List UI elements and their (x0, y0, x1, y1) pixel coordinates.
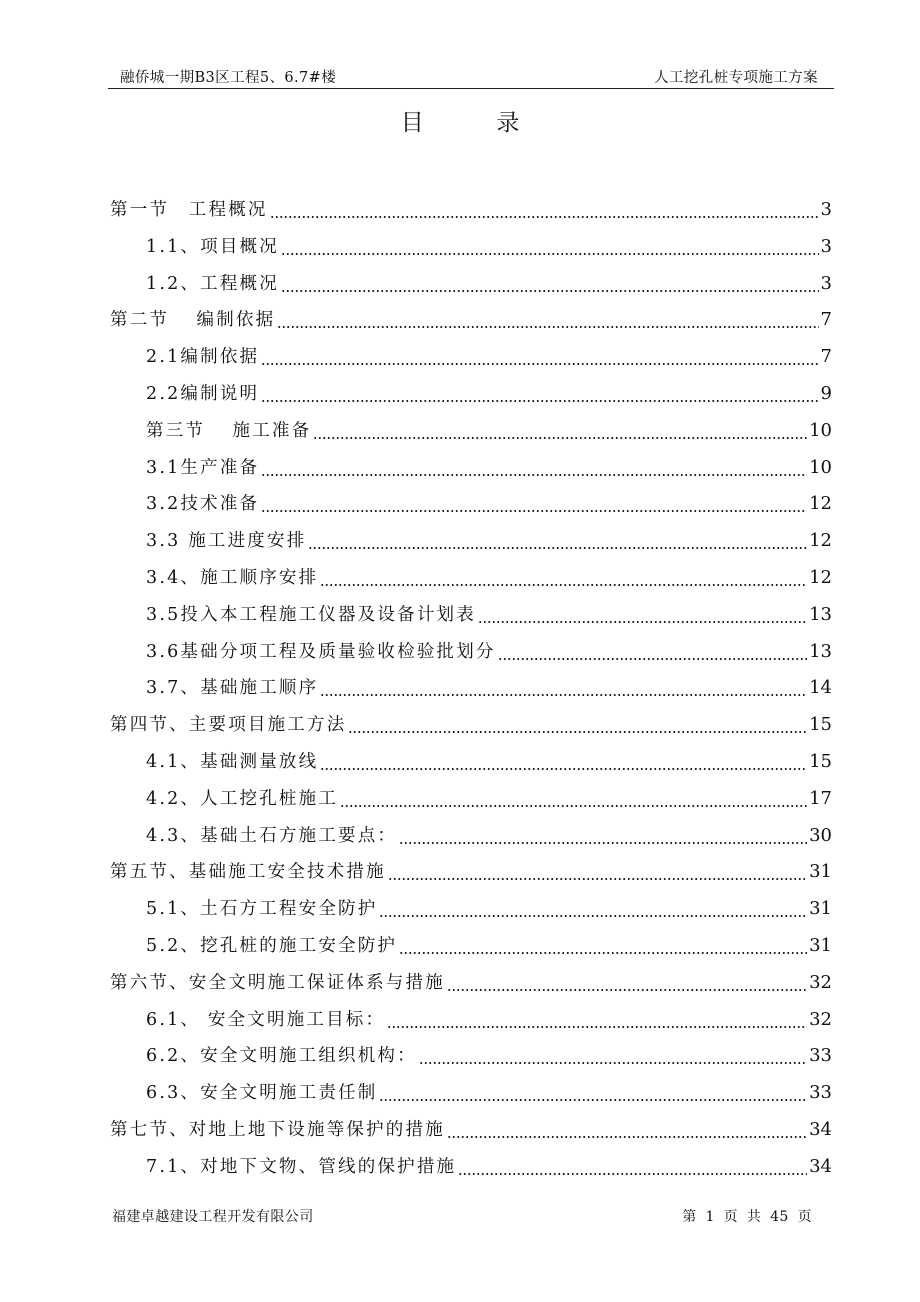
toc-entry-label: 7.1、对地下文物、管线的保护措施 (146, 1156, 457, 1177)
toc-entry[interactable] (110, 711, 832, 739)
toc-entry-label: 4.2、人工挖孔桩施工 (146, 788, 339, 809)
toc-entry-label: 3.4、施工顺序安排 (146, 568, 319, 588)
toc-entry-page-number: 3 (820, 272, 832, 294)
toc-entry[interactable] (110, 196, 832, 224)
toc-dot-leader (281, 288, 819, 294)
toc-entry-label: 第五节、基础施工安全技术措施 (110, 862, 386, 883)
toc-entry-page-number: 31 (809, 861, 832, 883)
toc-dot-leader (387, 1024, 807, 1030)
toc-title (0, 104, 920, 137)
toc-entry-label: 4.1、基础测量放线 (146, 752, 319, 772)
toc-entry-page-number: 33 (809, 1045, 832, 1067)
toc-dot-leader (447, 987, 807, 993)
toc-dot-leader (388, 876, 807, 882)
page-header (108, 62, 834, 89)
toc-dot-leader (320, 582, 807, 588)
toc-entry-label: 1.1、项目概况 (146, 236, 279, 257)
toc-dot-leader (340, 803, 807, 809)
toc-entry-page-number: 3 (820, 235, 832, 257)
toc-entry-label: 3.7、基础施工顺序 (146, 678, 319, 699)
toc-dot-leader (379, 1097, 807, 1103)
toc-entry-page-number: 7 (820, 346, 832, 368)
toc-entry[interactable] (146, 233, 832, 261)
toc-dot-leader (261, 472, 807, 478)
toc-entry[interactable] (146, 564, 832, 592)
toc-entry-label: 第四节、主要项目施工方法 (110, 715, 347, 736)
toc-entry-page-number: 12 (809, 567, 832, 588)
toc-entry[interactable] (146, 380, 832, 408)
footer-page-count: 第 1 页 共 45 页 (682, 1209, 812, 1225)
toc-dot-leader (270, 214, 819, 220)
toc-entry[interactable] (146, 1079, 832, 1107)
toc-entry-page-number: 15 (809, 714, 832, 736)
toc-entry-page-number: 34 (809, 1119, 832, 1140)
toc-entry-label: 第七节、对地上地下设施等保护的措施 (110, 1120, 445, 1140)
toc-entry-page-number: 31 (809, 898, 832, 920)
toc-entry[interactable] (146, 895, 832, 923)
toc-entry[interactable] (146, 527, 832, 555)
toc-dot-leader (498, 656, 807, 662)
toc-entry-label: 3.5投入本工程施工仪器及设备计划表 (146, 604, 476, 625)
toc-entry-label: 6.1、 安全文明施工目标： (146, 1009, 386, 1030)
toc-entry[interactable] (110, 858, 832, 886)
toc-entry-label: 6.2、安全文明施工组织机构： (146, 1046, 417, 1067)
toc-entry-page-number: 7 (820, 309, 832, 331)
toc-entry-label: 3.3 施工进度安排 (146, 531, 307, 552)
toc-dot-leader (478, 619, 807, 625)
toc-entry-label: 3.6基础分项工程及质量验收检验批划分 (146, 641, 496, 662)
toc-entry-page-number: 15 (809, 751, 832, 772)
toc-entry-label: 第一节 工程概况 (110, 200, 268, 220)
toc-entry-label: 1.2、工程概况 (146, 273, 279, 294)
header-project-name: 融侨城一期B3区工程5、6.7#楼 (120, 70, 337, 86)
toc-entry-page-number: 12 (809, 530, 832, 552)
toc-dot-leader (277, 324, 818, 330)
toc-dot-leader (447, 1134, 807, 1140)
toc-entry-label: 第二节 编制依据 (110, 310, 276, 331)
toc-dot-leader (348, 729, 807, 735)
toc-entry-page-number: 30 (809, 824, 832, 846)
header-document-name: 人工挖孔桩专项施工方案 (654, 70, 818, 86)
toc-dot-leader (308, 545, 807, 551)
toc-entry-label: 4.3、基础土石方施工要点： (146, 825, 398, 846)
toc-entry-page-number: 31 (809, 935, 832, 956)
toc-entry-label: 3.2技术准备 (146, 494, 260, 515)
toc-dot-leader (261, 361, 818, 367)
toc-dot-leader (419, 1060, 807, 1066)
toc-dot-leader (261, 508, 807, 514)
toc-title-char-1: 目 (400, 110, 424, 136)
toc-entry[interactable] (146, 932, 832, 960)
toc-entry-label: 第三节 施工准备 (146, 420, 312, 441)
toc-entry[interactable] (146, 785, 832, 813)
toc-entry-page-number: 32 (809, 1008, 832, 1030)
toc-entry[interactable] (146, 674, 832, 702)
toc-entry-page-number: 17 (809, 787, 832, 809)
toc-dot-leader (320, 766, 807, 772)
toc-entry[interactable] (146, 1042, 832, 1070)
toc-entry-label: 2.2编制说明 (146, 384, 260, 404)
toc-entry-page-number: 3 (820, 199, 832, 220)
toc-entry[interactable] (146, 1006, 832, 1034)
toc-entry-page-number: 32 (809, 971, 832, 993)
toc-dot-leader (281, 251, 819, 257)
toc-entry[interactable] (146, 343, 832, 371)
toc-entry[interactable] (146, 270, 832, 298)
toc-entry-page-number: 10 (809, 419, 832, 441)
toc-entry[interactable] (146, 1153, 832, 1181)
toc-entry-label: 2.1编制依据 (146, 347, 260, 368)
footer-company-name: 福建卓越建设工程开发有限公司 (112, 1209, 314, 1225)
toc-entry-page-number: 13 (809, 640, 832, 662)
toc-dot-leader (320, 692, 807, 698)
toc-entry-label: 6.3、安全文明施工责任制 (146, 1083, 378, 1104)
toc-dot-leader (399, 840, 807, 846)
toc-entry-page-number: 14 (809, 677, 832, 699)
toc-dot-leader (399, 950, 807, 956)
toc-entry-label: 5.1、土石方工程安全防护 (146, 899, 378, 920)
toc-entry-page-number: 13 (809, 603, 832, 625)
toc-entry[interactable] (146, 454, 832, 482)
toc-entry[interactable] (146, 601, 832, 629)
toc-dot-leader (313, 435, 807, 441)
toc-entry[interactable] (110, 306, 832, 334)
toc-entry[interactable] (146, 490, 832, 518)
toc-entry-page-number: 10 (809, 456, 832, 478)
toc-entry-label: 第六节、安全文明施工保证体系与措施 (110, 972, 445, 993)
toc-entry-page-number: 33 (809, 1082, 832, 1104)
page-footer (112, 1206, 812, 1228)
toc-title-char-2: 录 (496, 110, 520, 136)
toc-entry[interactable] (110, 969, 832, 997)
toc-entry-label: 5.2、挖孔桩的施工安全防护 (146, 936, 398, 956)
toc-entry[interactable] (146, 748, 832, 776)
toc-entry[interactable] (110, 1116, 832, 1144)
toc-dot-leader (261, 398, 818, 404)
toc-entry-page-number: 9 (820, 383, 832, 404)
toc-entry[interactable] (146, 417, 832, 445)
toc-dot-leader (458, 1171, 807, 1177)
toc-entry[interactable] (146, 822, 832, 850)
toc-entry-page-number: 12 (809, 493, 832, 515)
toc-entry-label: 3.1生产准备 (146, 457, 260, 478)
toc-entry-page-number: 34 (809, 1155, 832, 1177)
toc-entry[interactable] (146, 638, 832, 666)
toc-dot-leader (379, 913, 807, 919)
